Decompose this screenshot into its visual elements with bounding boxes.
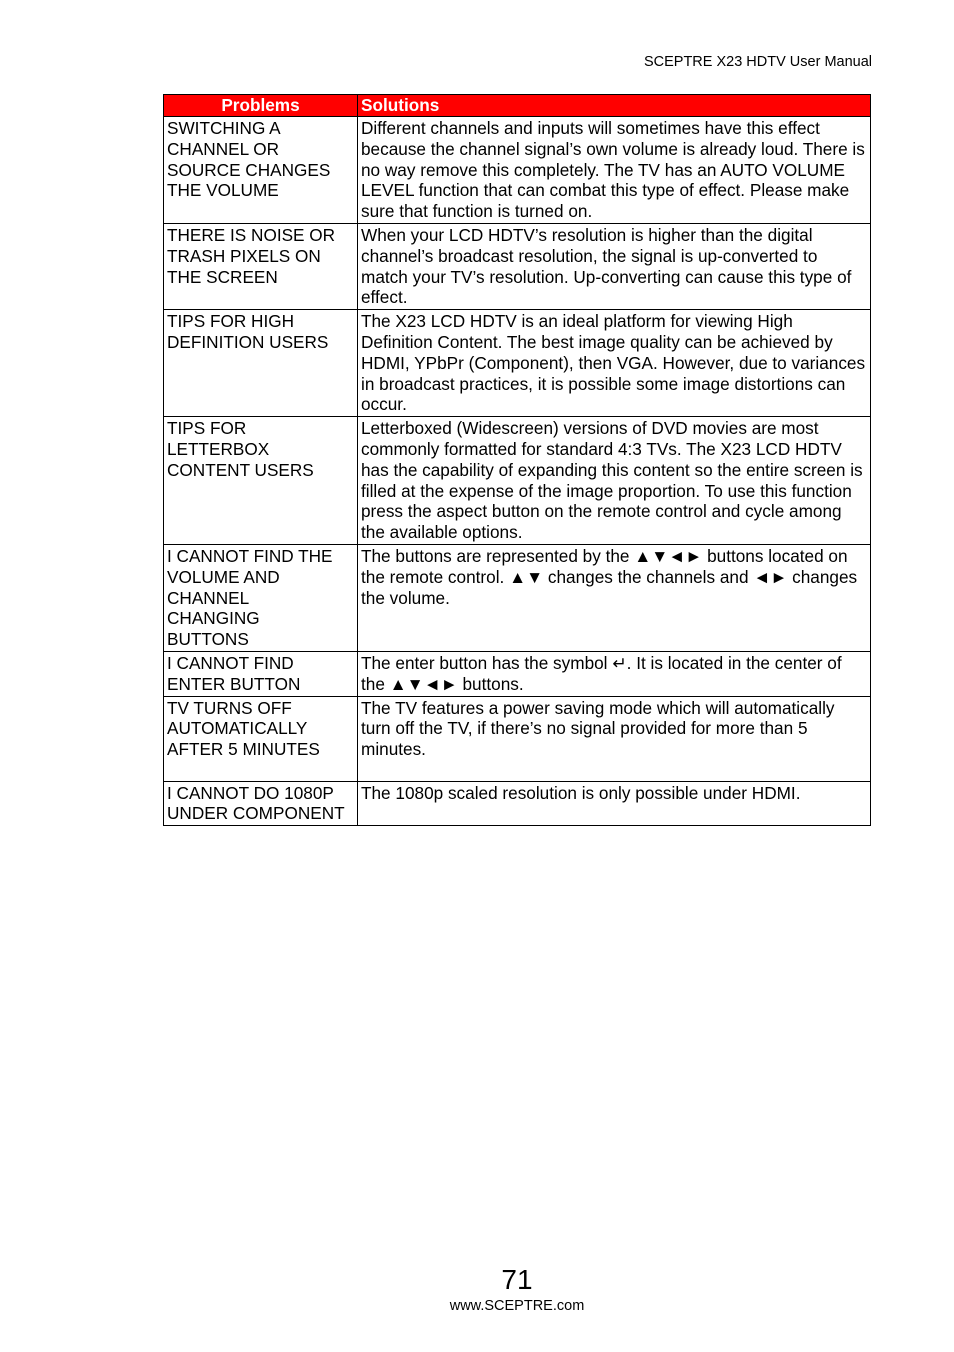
solution-cell: The 1080p scaled resolution is only possible under HDMI. — [358, 781, 871, 826]
table-row — [164, 651, 871, 696]
table-row — [164, 117, 871, 224]
problem-cell: TIPS FOR HIGH DEFINITION USERS — [164, 310, 358, 417]
solution-cell: The X23 LCD HDTV is an ideal platform for viewing High Definition Content. The best image quality can be achieved by HDMI, YPbPr (Component), then VGA. However, due to variances in broadcast practices, it is possible some image distortions can occur. — [358, 310, 871, 417]
footer-url: www.SCEPTRE.com — [449, 1298, 585, 1314]
column-header-solutions: Solutions — [358, 95, 871, 117]
solution-cell: Different channels and inputs will sometimes have this effect because the channel signal’s own volume is already loud. There is no way remove this completely. The TV has an AUTO VOLUME LEVEL function that can combat this type of effect. Please make sure that function is turned on. — [358, 117, 871, 224]
problem-cell: TIPS FOR LETTERBOX CONTENT USERS — [164, 417, 358, 545]
solution-cell: Letterboxed (Widescreen) versions of DVD movies are most commonly formatted for standard 4:3 TVs. The X23 LCD HDTV has the capability of expanding this content so the entire screen is filled at the expense of the image proportion. To use this function press the aspect button on the remote control and cycle among the available options. — [358, 417, 871, 545]
solution-cell: The TV features a power saving mode which will automatically turn off the TV, if there’s no signal provided for more than 5 minutes. — [358, 696, 871, 781]
problem-cell: I CANNOT FIND ENTER BUTTON — [164, 651, 358, 696]
problem-cell: SWITCHING A CHANNEL OR SOURCE CHANGES THE VOLUME — [164, 117, 358, 224]
table-row — [164, 417, 871, 545]
table-row — [164, 781, 871, 826]
table-row — [164, 310, 871, 417]
troubleshooting-table — [163, 94, 871, 826]
problem-cell: I CANNOT FIND THE VOLUME AND CHANNEL CHANGING BUTTONS — [164, 544, 358, 651]
problem-cell: TV TURNS OFF AUTOMATICALLY AFTER 5 MINUTES — [164, 696, 358, 781]
running-header: SCEPTRE X23 HDTV User Manual — [643, 54, 872, 70]
problem-cell: I CANNOT DO 1080P UNDER COMPONENT — [164, 781, 358, 826]
table-row — [164, 544, 871, 651]
solution-cell: The buttons are represented by the ▲▼◄► buttons located on the remote control. ▲▼ changes the channels and ◄► changes the volume. — [358, 544, 871, 651]
solution-cell: The enter button has the symbol ↵. It is located in the center of the ▲▼◄► buttons. — [358, 651, 871, 696]
column-header-problems: Problems — [164, 95, 358, 117]
problem-cell: THERE IS NOISE OR TRASH PIXELS ON THE SCREEN — [164, 223, 358, 309]
solution-cell: When your LCD HDTV’s resolution is higher than the digital channel’s broadcast resolution, the signal is up-converted to match your TV’s resolution. Up-converting can cause this type of effect. — [358, 223, 871, 309]
page-number: 71 — [501, 1264, 533, 1295]
table-row — [164, 223, 871, 309]
table-row — [164, 696, 871, 781]
table-header-row — [164, 95, 871, 117]
